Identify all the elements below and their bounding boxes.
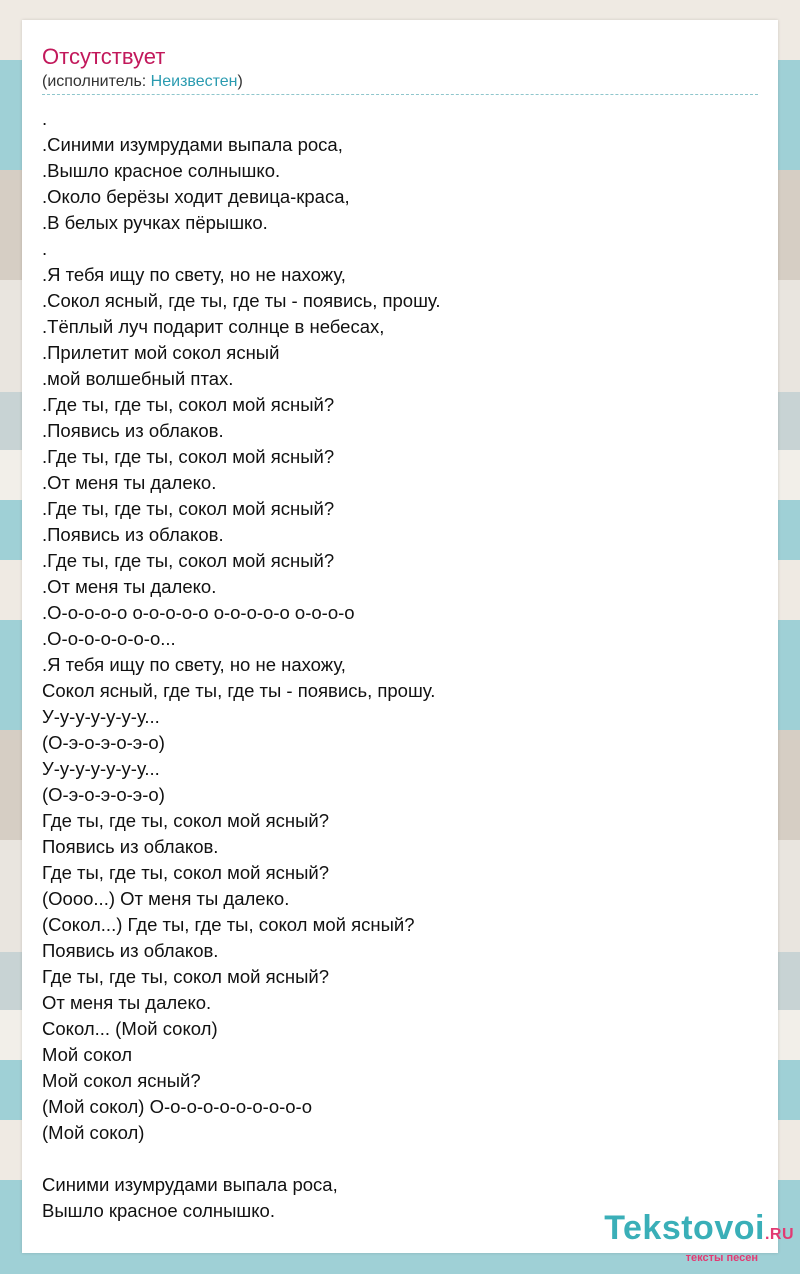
lyric-line: .От меня ты далеко. bbox=[42, 472, 217, 493]
lyric-line: .Синими изумрудами выпала роса, bbox=[42, 134, 343, 155]
lyrics-text bbox=[42, 106, 742, 1224]
artist-prefix: (исполнитель: bbox=[42, 73, 151, 90]
lyric-line: У-у-у-у-у-у-у... bbox=[42, 758, 160, 779]
lyric-line: .О-о-о-о-о-о-о... bbox=[42, 628, 176, 649]
site-logo[interactable] bbox=[604, 1211, 794, 1264]
lyric-line: .В белых ручках пёрышко. bbox=[42, 212, 268, 233]
lyric-line: Сокол... (Мой сокол) bbox=[42, 1018, 218, 1039]
lyric-line: .От меня ты далеко. bbox=[42, 576, 217, 597]
lyric-line: (Оооо...) От меня ты далеко. bbox=[42, 888, 290, 909]
lyric-line: .Появись из облаков. bbox=[42, 420, 224, 441]
logo-name: Tekstovoi bbox=[604, 1209, 765, 1247]
song-title: Отсутствует bbox=[42, 44, 166, 69]
lyric-line: . bbox=[42, 238, 48, 259]
lyric-line: .Где ты, где ты, сокол мой ясный? bbox=[42, 446, 335, 467]
artist-line bbox=[42, 72, 243, 92]
lyric-line: Где ты, где ты, сокол мой ясный? bbox=[42, 862, 329, 883]
artist-link[interactable]: Неизвестен bbox=[150, 73, 238, 90]
lyric-line: От меня ты далеко. bbox=[42, 992, 212, 1013]
lyric-line: (Сокол...) Где ты, где ты, сокол мой ясный? bbox=[42, 914, 415, 935]
lyric-line: Вышло красное солнышко. bbox=[42, 1200, 275, 1221]
lyric-line: Сокол ясный, где ты, где ты - появись, прошу. bbox=[42, 680, 436, 701]
title-divider bbox=[42, 94, 758, 95]
lyric-line: Где ты, где ты, сокол мой ясный? bbox=[42, 966, 329, 987]
lyric-line: .Где ты, где ты, сокол мой ясный? bbox=[42, 498, 335, 519]
lyric-line: (О-э-о-э-о-э-о) bbox=[42, 732, 165, 753]
lyric-line: (Мой сокол) О-о-о-о-о-о-о-о-о-о bbox=[42, 1096, 313, 1117]
lyric-line: (О-э-о-э-о-э-о) bbox=[42, 784, 165, 805]
lyric-line: Где ты, где ты, сокол мой ясный? bbox=[42, 810, 329, 831]
lyric-line: (Мой сокол) bbox=[42, 1122, 145, 1143]
lyric-line: Появись из облаков. bbox=[42, 836, 219, 857]
lyric-line: .Я тебя ищу по свету, но не нахожу, bbox=[42, 264, 346, 285]
lyric-line: Мой сокол bbox=[42, 1044, 133, 1065]
lyric-line: .Где ты, где ты, сокол мой ясный? bbox=[42, 394, 335, 415]
artist-suffix: ) bbox=[237, 73, 243, 90]
lyric-line: .Где ты, где ты, сокол мой ясный? bbox=[42, 550, 335, 571]
lyric-line: .Около берёзы ходит девица-краса, bbox=[42, 186, 350, 207]
logo-tld: .RU bbox=[764, 1226, 794, 1243]
lyric-line: Синими изумрудами выпала роса, bbox=[42, 1174, 338, 1195]
lyric-line: .Тёплый луч подарит солнце в небесах, bbox=[42, 316, 385, 337]
lyric-line: .Сокол ясный, где ты, где ты - появись, прошу. bbox=[42, 290, 441, 311]
logo-tagline: тексты песен bbox=[685, 1252, 758, 1264]
lyric-line: .мой волшебный птах. bbox=[42, 368, 234, 389]
lyric-line: .Я тебя ищу по свету, но не нахожу, bbox=[42, 654, 346, 675]
lyric-line: .О-о-о-о-о о-о-о-о-о о-о-о-о-о о-о-о-о bbox=[42, 602, 355, 623]
lyric-line: Мой сокол ясный? bbox=[42, 1070, 201, 1091]
lyric-line: У-у-у-у-у-у-у... bbox=[42, 706, 160, 727]
lyric-line: .Прилетит мой сокол ясный bbox=[42, 342, 280, 363]
lyric-line: Появись из облаков. bbox=[42, 940, 219, 961]
lyric-line: . bbox=[42, 108, 48, 129]
lyric-line: .Появись из облаков. bbox=[42, 524, 224, 545]
lyric-line: .Вышло красное солнышко. bbox=[42, 160, 281, 181]
lyrics-card bbox=[22, 20, 778, 1253]
lyric-line bbox=[42, 1146, 742, 1172]
